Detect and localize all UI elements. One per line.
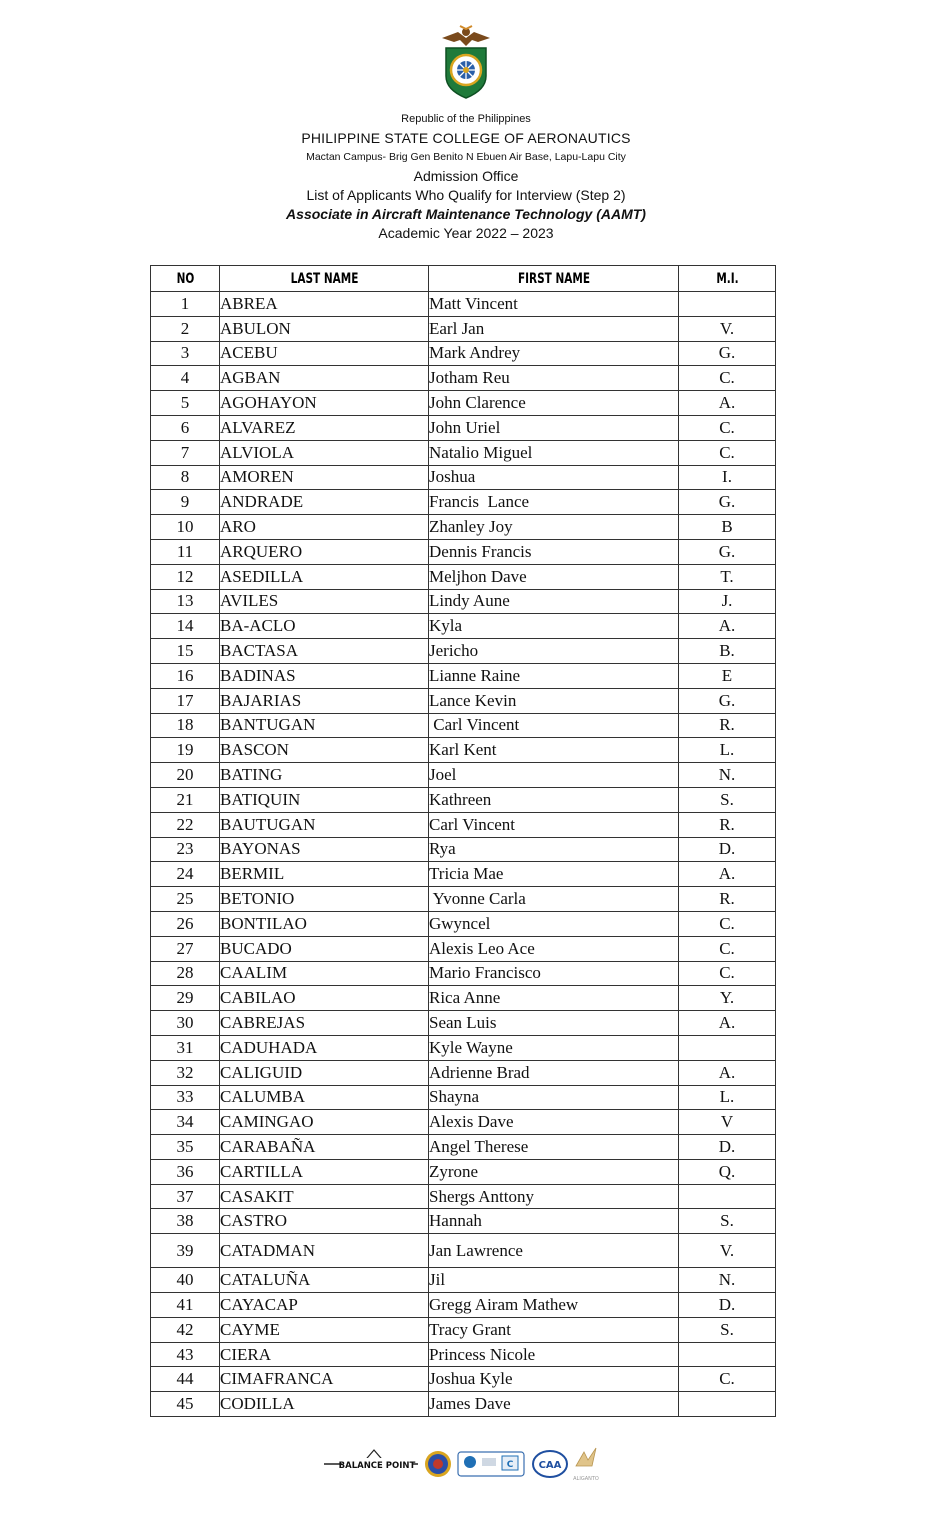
middle-initial-cell: A. (679, 1011, 776, 1036)
table-row (151, 391, 776, 416)
first-name-cell: Joshua Kyle (429, 1367, 679, 1392)
last-name-cell: CATALUÑA (220, 1268, 429, 1293)
caa-logo-icon (533, 1451, 567, 1477)
middle-initial-cell: A. (679, 862, 776, 887)
middle-initial-cell: A. (679, 1060, 776, 1085)
row-number: 25 (151, 887, 220, 912)
column-header-last-name: LAST NAME (246, 266, 403, 292)
table-body (151, 292, 776, 1417)
last-name-cell: BASCON (220, 738, 429, 763)
row-number: 21 (151, 787, 220, 812)
table-row (151, 1085, 776, 1110)
middle-initial-cell: A. (679, 391, 776, 416)
row-number: 11 (151, 539, 220, 564)
last-name-cell: ABULON (220, 316, 429, 341)
table-row (151, 440, 776, 465)
table-row (151, 1110, 776, 1135)
middle-initial-cell: I. (679, 465, 776, 490)
table-row (151, 539, 776, 564)
table-row (151, 1035, 776, 1060)
last-name-cell: CAYME (220, 1317, 429, 1342)
first-name-cell: Lindy Aune (429, 589, 679, 614)
first-name-cell: Dennis Francis (429, 539, 679, 564)
footer-logos (322, 1442, 607, 1486)
table-row (151, 1317, 776, 1342)
last-name-cell: ASEDILLA (220, 564, 429, 589)
row-number: 20 (151, 763, 220, 788)
last-name-cell: CIMAFRANCA (220, 1367, 429, 1392)
table-row (151, 1135, 776, 1160)
row-number: 44 (151, 1367, 220, 1392)
list-title: List of Applicants Who Qualify for Interview (Step 2) (306, 187, 626, 203)
last-name-cell: ABREA (220, 292, 429, 317)
table-row (151, 1184, 776, 1209)
first-name-cell: Carl Vincent (429, 812, 679, 837)
table-row (151, 589, 776, 614)
middle-initial-cell (679, 1392, 776, 1417)
last-name-cell: ALVIOLA (220, 440, 429, 465)
table-row (151, 1342, 776, 1367)
partner-seal-icon (425, 1451, 451, 1477)
last-name-cell: CATADMAN (220, 1234, 429, 1268)
table-row (151, 911, 776, 936)
first-name-cell: John Uriel (429, 415, 679, 440)
last-name-cell: BAUTUGAN (220, 812, 429, 837)
middle-initial-cell: D. (679, 837, 776, 862)
row-number: 39 (151, 1234, 220, 1268)
table-row (151, 738, 776, 763)
first-name-cell: Zhanley Joy (429, 515, 679, 540)
program-name: Associate in Aircraft Maintenance Technology (AAMT) (286, 206, 646, 222)
first-name-cell: Kyle Wayne (429, 1035, 679, 1060)
last-name-cell: BUCADO (220, 936, 429, 961)
last-name-cell: CADUHADA (220, 1035, 429, 1060)
table-row (151, 961, 776, 986)
middle-initial-cell: G. (679, 688, 776, 713)
first-name-cell: Jan Lawrence (429, 1234, 679, 1268)
last-name-cell: ALVAREZ (220, 415, 429, 440)
table-row (151, 1060, 776, 1085)
first-name-cell: Tricia Mae (429, 862, 679, 887)
first-name-cell: James Dave (429, 1392, 679, 1417)
row-number: 36 (151, 1159, 220, 1184)
middle-initial-cell: G. (679, 539, 776, 564)
row-number: 22 (151, 812, 220, 837)
table-row (151, 564, 776, 589)
table-row (151, 1159, 776, 1184)
first-name-cell: Francis Lance (429, 490, 679, 515)
row-number: 37 (151, 1184, 220, 1209)
middle-initial-cell: T. (679, 564, 776, 589)
row-number: 17 (151, 688, 220, 713)
row-number: 41 (151, 1293, 220, 1318)
last-name-cell: BATIQUIN (220, 787, 429, 812)
first-name-cell: Alexis Leo Ace (429, 936, 679, 961)
table-row (151, 316, 776, 341)
last-name-cell: CALIGUID (220, 1060, 429, 1085)
first-name-cell: Jericho (429, 639, 679, 664)
table-row (151, 341, 776, 366)
last-name-cell: BATING (220, 763, 429, 788)
middle-initial-cell (679, 1342, 776, 1367)
first-name-cell: John Clarence (429, 391, 679, 416)
column-header-first-name: FIRST NAME (460, 266, 648, 292)
middle-initial-cell: L. (679, 1085, 776, 1110)
svg-text:CAA: CAA (538, 1460, 562, 1471)
balance-point-logo (324, 1450, 418, 1471)
last-name-cell: CALUMBA (220, 1085, 429, 1110)
table-header-row (151, 266, 776, 292)
first-name-cell: Alexis Dave (429, 1110, 679, 1135)
last-name-cell: CABILAO (220, 986, 429, 1011)
last-name-cell: ACEBU (220, 341, 429, 366)
column-header-mi: M.I. (691, 266, 764, 292)
middle-initial-cell: B (679, 515, 776, 540)
middle-initial-cell: V. (679, 1234, 776, 1268)
column-header-no: NO (159, 266, 211, 292)
row-number: 3 (151, 341, 220, 366)
last-name-cell: CAYACAP (220, 1293, 429, 1318)
first-name-cell: Tracy Grant (429, 1317, 679, 1342)
applicants-table (150, 265, 776, 1417)
row-number: 1 (151, 292, 220, 317)
last-name-cell: BA-ACLO (220, 614, 429, 639)
row-number: 16 (151, 663, 220, 688)
middle-initial-cell: C. (679, 1367, 776, 1392)
row-number: 31 (151, 1035, 220, 1060)
row-number: 18 (151, 713, 220, 738)
middle-initial-cell: V. (679, 316, 776, 341)
first-name-cell: Lance Kevin (429, 688, 679, 713)
middle-initial-cell: G. (679, 341, 776, 366)
first-name-cell: Yvonne Carla (429, 887, 679, 912)
table-row (151, 936, 776, 961)
certification-badge-icon (458, 1452, 524, 1476)
first-name-cell: Rya (429, 837, 679, 862)
last-name-cell: ARQUERO (220, 539, 429, 564)
row-number: 5 (151, 391, 220, 416)
middle-initial-cell: A. (679, 614, 776, 639)
last-name-cell: BAYONAS (220, 837, 429, 862)
table-row (151, 639, 776, 664)
middle-initial-cell: S. (679, 1317, 776, 1342)
middle-initial-cell: J. (679, 589, 776, 614)
balance-point-text: BALANCE POINT (338, 1461, 416, 1471)
table-row (151, 614, 776, 639)
middle-initial-cell: D. (679, 1293, 776, 1318)
table-row (151, 887, 776, 912)
college-name: PHILIPPINE STATE COLLEGE OF AERONAUTICS (301, 130, 631, 146)
table-row (151, 292, 776, 317)
middle-initial-cell: C. (679, 961, 776, 986)
first-name-cell: Natalio Miguel (429, 440, 679, 465)
row-number: 40 (151, 1268, 220, 1293)
middle-initial-cell: L. (679, 738, 776, 763)
first-name-cell: Earl Jan (429, 316, 679, 341)
first-name-cell: Adrienne Brad (429, 1060, 679, 1085)
middle-initial-cell: S. (679, 787, 776, 812)
row-number: 23 (151, 837, 220, 862)
table-row (151, 688, 776, 713)
middle-initial-cell: V (679, 1110, 776, 1135)
office-name: Admission Office (413, 168, 519, 184)
row-number: 27 (151, 936, 220, 961)
table-row (151, 1392, 776, 1417)
middle-initial-cell: E (679, 663, 776, 688)
middle-initial-cell: N. (679, 1268, 776, 1293)
table-row (151, 1293, 776, 1318)
first-name-cell: Hannah (429, 1209, 679, 1234)
middle-initial-cell: S. (679, 1209, 776, 1234)
first-name-cell: Jotham Reu (429, 366, 679, 391)
table-row (151, 837, 776, 862)
middle-initial-cell: G. (679, 490, 776, 515)
first-name-cell: Shayna (429, 1085, 679, 1110)
middle-initial-cell: C. (679, 440, 776, 465)
first-name-cell: Carl Vincent (429, 713, 679, 738)
last-name-cell: CARTILLA (220, 1159, 429, 1184)
table-row (151, 1268, 776, 1293)
first-name-cell: Mario Francisco (429, 961, 679, 986)
middle-initial-cell (679, 1184, 776, 1209)
last-name-cell: CAALIM (220, 961, 429, 986)
middle-initial-cell: Q. (679, 1159, 776, 1184)
aliganto-text: ALIGANTO (573, 1476, 599, 1482)
row-number: 6 (151, 415, 220, 440)
table-row (151, 415, 776, 440)
last-name-cell: AGOHAYON (220, 391, 429, 416)
last-name-cell: CASTRO (220, 1209, 429, 1234)
row-number: 9 (151, 490, 220, 515)
table-row (151, 465, 776, 490)
document-header (0, 110, 932, 243)
row-number: 42 (151, 1317, 220, 1342)
row-number: 43 (151, 1342, 220, 1367)
first-name-cell: Kyla (429, 614, 679, 639)
middle-initial-cell: C. (679, 366, 776, 391)
row-number: 45 (151, 1392, 220, 1417)
last-name-cell: CODILLA (220, 1392, 429, 1417)
first-name-cell: Joshua (429, 465, 679, 490)
table-row (151, 713, 776, 738)
table-row (151, 663, 776, 688)
middle-initial-cell: B. (679, 639, 776, 664)
row-number: 12 (151, 564, 220, 589)
table-row (151, 1209, 776, 1234)
middle-initial-cell (679, 1035, 776, 1060)
row-number: 33 (151, 1085, 220, 1110)
middle-initial-cell: C. (679, 936, 776, 961)
republic-line: Republic of the Philippines (401, 113, 531, 125)
table-row (151, 763, 776, 788)
table-row (151, 1367, 776, 1392)
row-number: 15 (151, 639, 220, 664)
table-row (151, 1011, 776, 1036)
row-number: 14 (151, 614, 220, 639)
last-name-cell: BACTASA (220, 639, 429, 664)
middle-initial-cell: C. (679, 911, 776, 936)
first-name-cell: Meljhon Dave (429, 564, 679, 589)
row-number: 7 (151, 440, 220, 465)
row-number: 4 (151, 366, 220, 391)
first-name-cell: Zyrone (429, 1159, 679, 1184)
middle-initial-cell: R. (679, 713, 776, 738)
row-number: 28 (151, 961, 220, 986)
last-name-cell: BADINAS (220, 663, 429, 688)
first-name-cell: Jil (429, 1268, 679, 1293)
middle-initial-cell: Y. (679, 986, 776, 1011)
first-name-cell: Gregg Airam Mathew (429, 1293, 679, 1318)
last-name-cell: ANDRADE (220, 490, 429, 515)
middle-initial-cell: R. (679, 812, 776, 837)
row-number: 10 (151, 515, 220, 540)
table-row (151, 812, 776, 837)
row-number: 35 (151, 1135, 220, 1160)
last-name-cell: BAJARIAS (220, 688, 429, 713)
last-name-cell: ARO (220, 515, 429, 540)
middle-initial-cell: R. (679, 887, 776, 912)
first-name-cell: Joel (429, 763, 679, 788)
row-number: 38 (151, 1209, 220, 1234)
table-row (151, 986, 776, 1011)
table-row (151, 1234, 776, 1268)
row-number: 24 (151, 862, 220, 887)
table-row (151, 515, 776, 540)
middle-initial-cell: N. (679, 763, 776, 788)
last-name-cell: CAMINGAO (220, 1110, 429, 1135)
row-number: 2 (151, 316, 220, 341)
row-number: 8 (151, 465, 220, 490)
first-name-cell: Lianne Raine (429, 663, 679, 688)
college-seal-logo (438, 24, 494, 100)
first-name-cell: Shergs Anttony (429, 1184, 679, 1209)
last-name-cell: AGBAN (220, 366, 429, 391)
last-name-cell: AMOREN (220, 465, 429, 490)
row-number: 26 (151, 911, 220, 936)
aliganto-logo-icon (573, 1448, 599, 1482)
first-name-cell: Sean Luis (429, 1011, 679, 1036)
first-name-cell: Matt Vincent (429, 292, 679, 317)
last-name-cell: CASAKIT (220, 1184, 429, 1209)
row-number: 34 (151, 1110, 220, 1135)
academic-year: Academic Year 2022 – 2023 (378, 225, 554, 241)
last-name-cell: BERMIL (220, 862, 429, 887)
last-name-cell: BANTUGAN (220, 713, 429, 738)
last-name-cell: CABREJAS (220, 1011, 429, 1036)
table-row (151, 490, 776, 515)
row-number: 32 (151, 1060, 220, 1085)
last-name-cell: CIERA (220, 1342, 429, 1367)
first-name-cell: Angel Therese (429, 1135, 679, 1160)
first-name-cell: Kathreen (429, 787, 679, 812)
middle-initial-cell: C. (679, 415, 776, 440)
table-row (151, 862, 776, 887)
last-name-cell: BONTILAO (220, 911, 429, 936)
svg-text:C: C (506, 1460, 514, 1470)
row-number: 13 (151, 589, 220, 614)
middle-initial-cell (679, 292, 776, 317)
first-name-cell: Karl Kent (429, 738, 679, 763)
last-name-cell: BETONIO (220, 887, 429, 912)
first-name-cell: Gwyncel (429, 911, 679, 936)
row-number: 29 (151, 986, 220, 1011)
row-number: 19 (151, 738, 220, 763)
first-name-cell: Mark Andrey (429, 341, 679, 366)
table-row (151, 787, 776, 812)
campus-address: Mactan Campus- Brig Gen Benito N Ebuen Air Base, Lapu-Lapu City (306, 151, 626, 163)
row-number: 30 (151, 1011, 220, 1036)
last-name-cell: AVILES (220, 589, 429, 614)
table-row (151, 366, 776, 391)
first-name-cell: Rica Anne (429, 986, 679, 1011)
last-name-cell: CARABAÑA (220, 1135, 429, 1160)
middle-initial-cell: D. (679, 1135, 776, 1160)
first-name-cell: Princess Nicole (429, 1342, 679, 1367)
